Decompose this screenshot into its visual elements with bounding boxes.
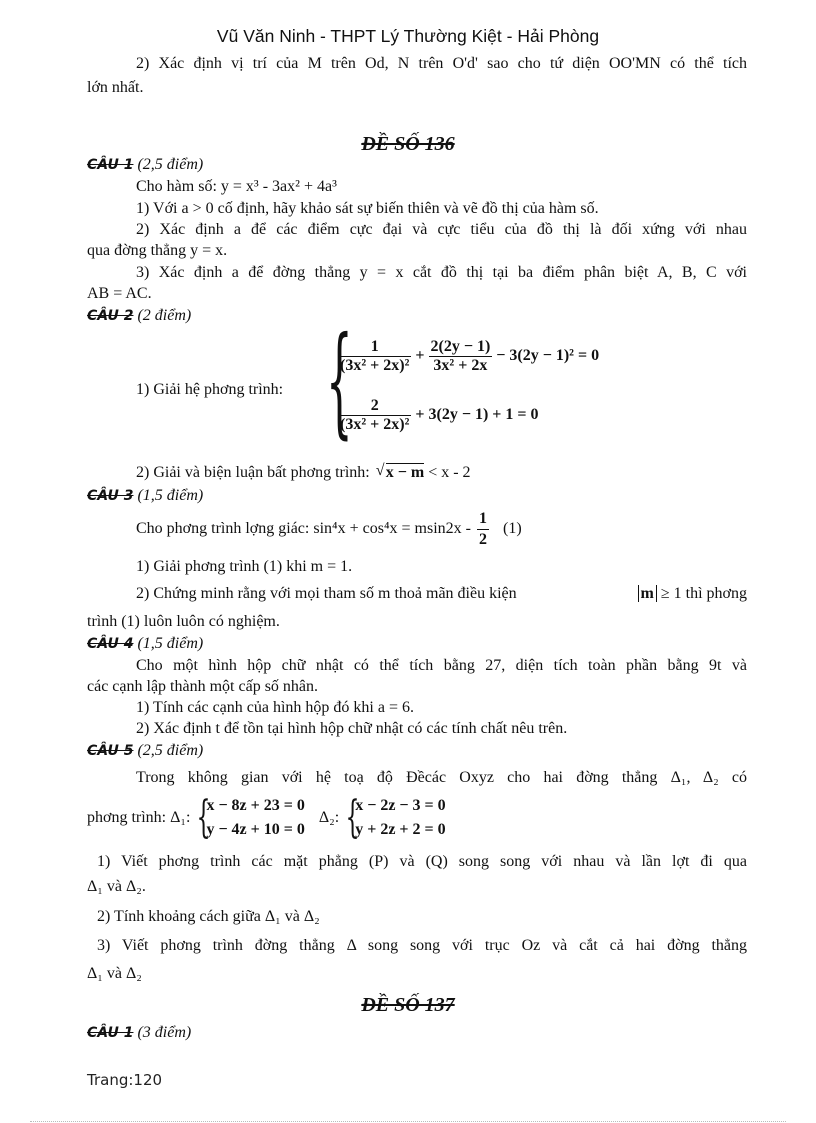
q3-equation-line <box>136 508 522 550</box>
q1-line: 3) Xác định a để đờng thẳng y = x cắt đồ thị tại ba điểm phân biệt A, B, C với <box>136 264 747 281</box>
question-4-heading <box>87 634 203 654</box>
q5-part1: 1) Viết phơng trình các mặt phẳng (P) và (Q) song song với nhau và lần lợt đi qua <box>97 853 747 870</box>
intro-line-2: lớn nhất. <box>87 79 144 96</box>
equation-tail: − 3(2y − 1)² = 0 <box>496 347 600 364</box>
question-2-label: CÂU 2 <box>87 308 134 324</box>
delta2-eq1: x − 2z − 3 = 0 <box>355 797 446 814</box>
question-5-label: CÂU 5 <box>87 743 134 759</box>
q5-equation-label: phơng trình: Δ₁: <box>87 809 191 826</box>
delta2-label: Δ₂: <box>318 809 340 826</box>
question-5-heading <box>87 741 203 761</box>
q2-part2-text: 2) Giải và biện luận bất phơng trình: <box>136 464 370 481</box>
system-equation-2 <box>338 386 539 444</box>
q3-part2-cont: trình (1) luôn luôn có nghiệm. <box>87 613 280 630</box>
numerator: 2(2y − 1) <box>430 337 491 355</box>
fraction <box>477 509 489 550</box>
q5-part2: 2) Tính khoảng cách giữa Δ₁ và Δ₂ <box>97 908 320 925</box>
delta1-eq2: y − 4z + 10 = 0 <box>206 821 305 838</box>
question-4-points: (1,5 điểm) <box>137 635 204 652</box>
q5-line-equations <box>87 793 446 843</box>
q5-part3-cont: Δ₁ và Δ₂ <box>87 965 142 982</box>
q4-line: các cạnh lập thành một cấp số nhân. <box>87 678 319 695</box>
question-3-heading <box>87 486 203 506</box>
question-1-label: CÂU 1 <box>87 157 134 173</box>
question-2-points: (2 điểm) <box>137 307 192 324</box>
brace: { <box>345 792 360 843</box>
question-2-heading <box>87 306 191 326</box>
delta2-system <box>355 794 445 842</box>
q3-part1: 1) Giải phơng trình (1) khi m = 1. <box>136 558 353 575</box>
footer-divider <box>30 1121 786 1122</box>
q3-part2-text: 2) Chứng minh rằng với mọi tham số m thoả mãn điều kiện <box>136 585 517 602</box>
fraction <box>338 338 411 375</box>
denominator: (3x² + 2x)² <box>340 356 410 374</box>
delta1-system <box>206 794 304 842</box>
square-root: √ x − m <box>375 462 425 481</box>
question-1-heading <box>87 155 203 175</box>
q1-line: Cho hàm số: y = x³ - 3ax² + 4a³ <box>136 178 337 195</box>
question-1b-heading <box>87 1023 191 1043</box>
absolute-value: m <box>638 585 657 602</box>
q3-part2 <box>136 584 747 604</box>
system-equation-1: $\frac{1}{\text{(3x² + 2x)²}}$ + $\frac{2(2y - 1)}{\text{3x² + 2x}}$ − 3(2y − 1)² = 0 <box>340 337 600 374</box>
q2-part2-rhs: < x - 2 <box>428 464 471 481</box>
question-5-points: (2,5 điểm) <box>137 742 204 759</box>
brace: { <box>196 792 211 843</box>
question-1b-label: CÂU 1 <box>87 1025 134 1041</box>
q1-line: qua đờng thẳng y = x. <box>87 242 228 259</box>
denominator: 2 <box>479 530 487 548</box>
delta2-eq2: y + 2z + 2 = 0 <box>355 821 446 838</box>
question-3-label: CÂU 3 <box>87 488 134 504</box>
q5-intro: Trong không gian với hệ toạ độ Đềcác Oxyz cho hai đờng thẳng Δ₁, Δ₂ có <box>136 769 747 786</box>
intro-line-1: 2) Xác định vị trí của M trên Od, N trên O'd' sao cho tứ diện OO'MN có thể tích <box>136 55 747 72</box>
denominator: 3x² + 2x <box>433 356 488 374</box>
numerator: 1 <box>477 509 489 530</box>
numerator: 1 <box>338 338 411 357</box>
q5-part1-cont: Δ₁ và Δ₂. <box>87 878 146 895</box>
system-brace: { <box>326 312 353 451</box>
q4-line: 2) Xác định t để tồn tại hình hộp chữ nhật có các tính chất nêu trên. <box>136 720 568 737</box>
denominator: (3x² + 2x)² <box>340 415 410 433</box>
q4-line: 1) Tính các cạnh của hình hộp đó khi a = 6. <box>136 699 414 716</box>
page-header: Vũ Văn Ninh - THPT Lý Thường Kiệt - Hải Phòng <box>216 26 600 46</box>
exam-title-136: ĐỀ SỐ 136 <box>361 133 455 155</box>
q2-part2 <box>136 463 471 483</box>
delta1-eq1: x − 8z + 23 = 0 <box>206 797 305 814</box>
q4-line: Cho một hình hộp chữ nhật có thể tích bằng 27, diện tích toàn phần bằng 9t và <box>136 657 747 674</box>
equation-tag: (1) <box>503 520 522 537</box>
question-4-label: CÂU 4 <box>87 636 134 652</box>
question-3-points: (1,5 điểm) <box>137 487 204 504</box>
question-1-points: (2,5 điểm) <box>137 156 204 173</box>
page-number: Trang:120 <box>87 1071 163 1089</box>
q1-line: 2) Xác định a để các điểm cực đại và cực tiểu của đồ thị là đối xứng với nhau <box>136 221 747 238</box>
exam-title-137: ĐỀ SỐ 137 <box>361 994 455 1016</box>
q2-part1-text: 1) Giải hệ phơng trình: <box>136 381 284 398</box>
radicand: x − m <box>385 464 425 481</box>
q3-part2-cond: ≥ 1 thì phơng <box>660 585 747 602</box>
fraction <box>338 397 411 434</box>
q1-line: AB = AC. <box>87 285 152 302</box>
q3-intro: Cho phơng trình lợng giác: sin⁴x + cos⁴x = msin2x - <box>136 520 471 537</box>
equation-tail: + 3(2y − 1) + 1 = 0 <box>415 406 539 423</box>
q1-line: 1) Với a > 0 cố định, hãy khảo sát sự biến thiên và vẽ đồ thị của hàm số. <box>136 200 599 217</box>
q5-part3: 3) Viết phơng trình đờng thẳng Δ song song với trục Oz và cắt cả hai đờng thẳng <box>97 937 747 954</box>
numerator: 2 <box>338 397 411 416</box>
question-1b-points: (3 điểm) <box>137 1024 192 1041</box>
fraction <box>429 338 493 375</box>
